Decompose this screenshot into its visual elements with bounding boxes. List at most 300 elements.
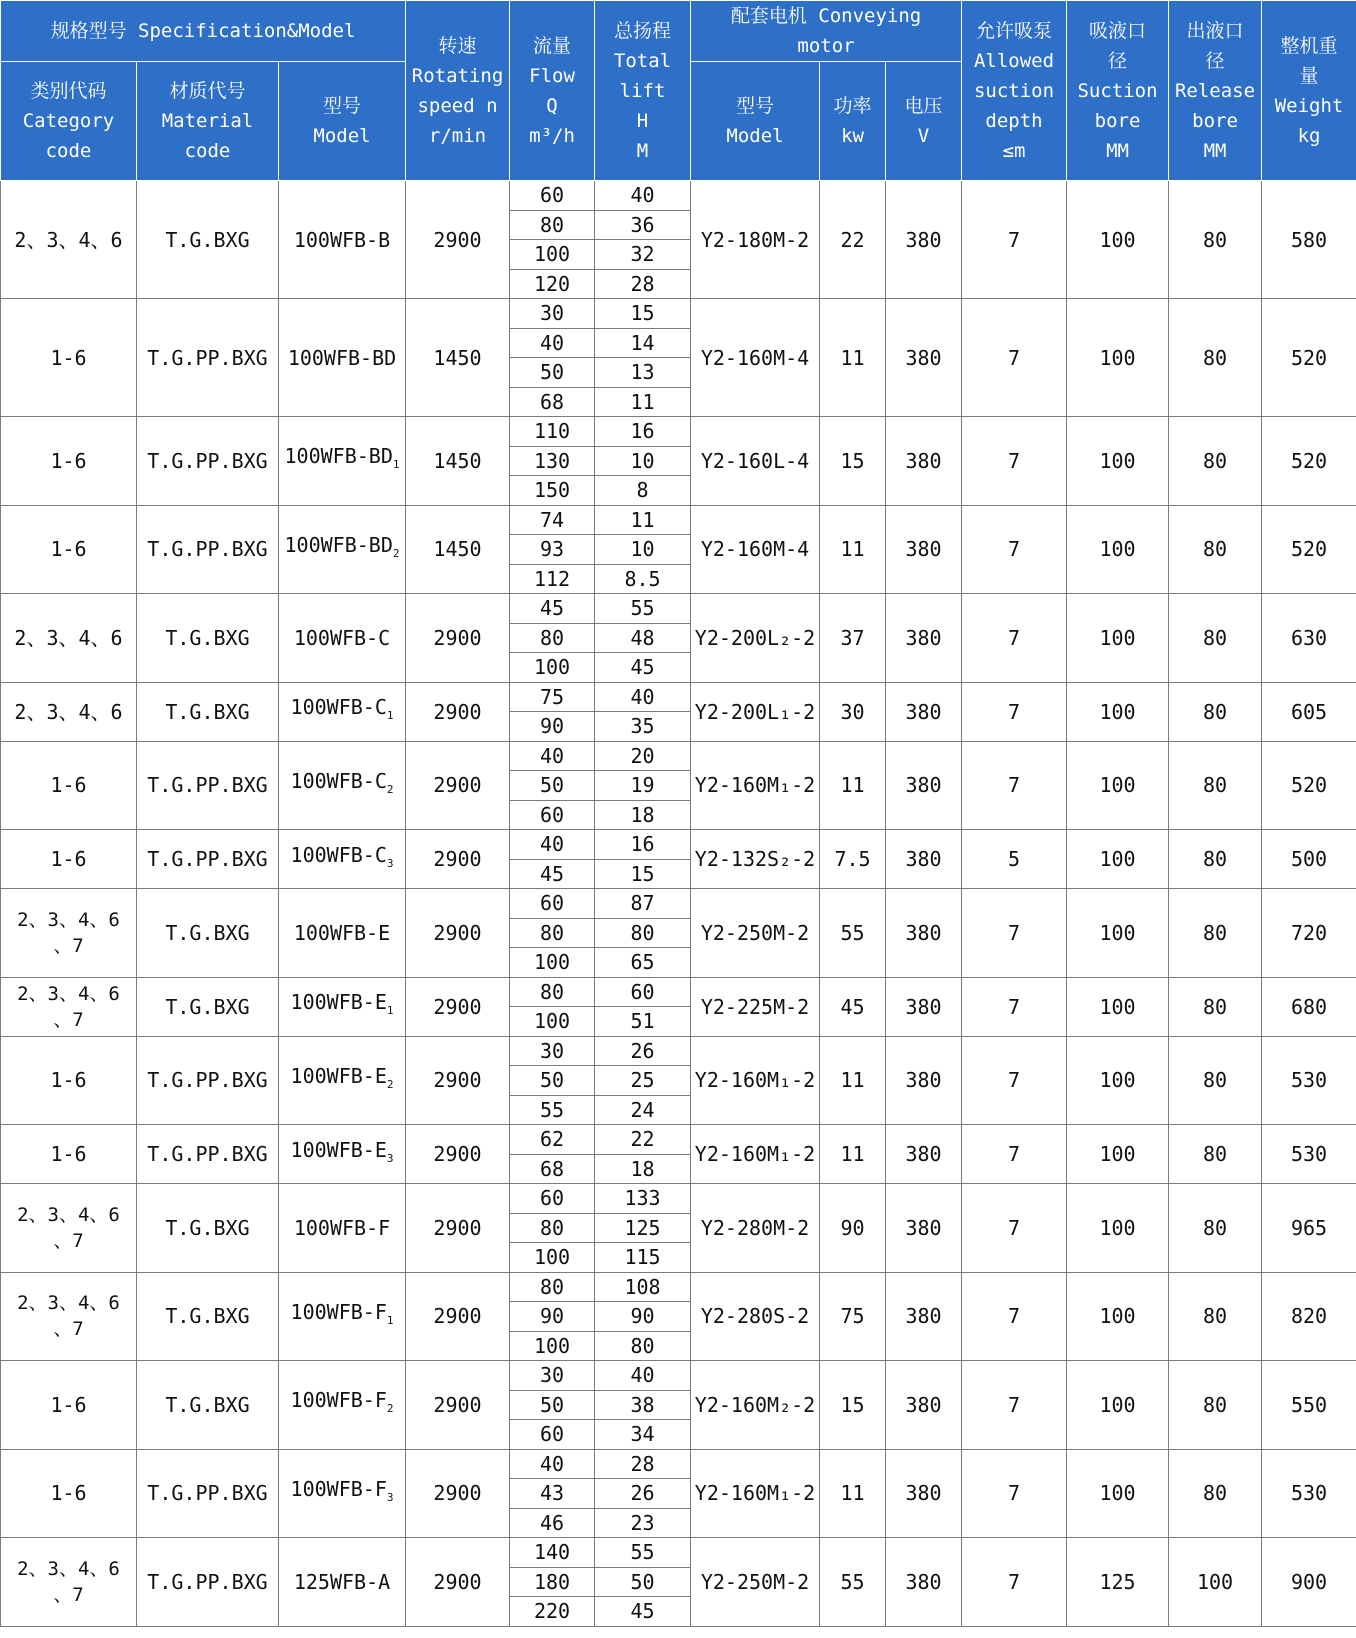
flow-cell: 40	[510, 1449, 595, 1479]
lift-cell: 11	[595, 505, 691, 535]
release-bore-cell: 80	[1169, 889, 1262, 978]
lift-cell: 19	[595, 771, 691, 801]
power-cell: 90	[820, 1184, 886, 1273]
header-release-bore: 出液口 径 Release bore MM	[1169, 1, 1262, 181]
motor-model-cell: Y2-160M-4	[691, 299, 820, 417]
model-cell	[279, 594, 406, 683]
lift-cell: 23	[595, 1508, 691, 1538]
speed-cell: 2900	[406, 181, 510, 299]
model-name: 100WFB-BD	[284, 532, 393, 557]
power-cell: 45	[820, 977, 886, 1036]
model-cell	[279, 682, 406, 741]
lift-cell: 40	[595, 181, 691, 211]
power-cell: 11	[820, 1449, 886, 1538]
motor-model-cell: Y2-160M₁-2	[691, 1125, 820, 1184]
voltage-cell: 380	[886, 830, 962, 889]
speed-cell: 2900	[406, 1184, 510, 1273]
lift-cell: 38	[595, 1390, 691, 1420]
flow-cell: 50	[510, 358, 595, 388]
weight-cell: 965	[1262, 1184, 1356, 1273]
model-name: 100WFB-E	[293, 920, 391, 945]
weight-cell: 550	[1262, 1361, 1356, 1450]
model-name: 100WFB-E	[290, 1137, 387, 1162]
speed-cell: 1450	[406, 417, 510, 506]
flow-cell: 100	[510, 948, 595, 978]
suction-bore-cell: 100	[1067, 181, 1169, 299]
lift-cell: 18	[595, 800, 691, 830]
lift-cell: 115	[595, 1243, 691, 1273]
table-row	[1, 682, 1356, 712]
table-row	[1, 299, 1356, 329]
suction-bore-cell: 100	[1067, 830, 1169, 889]
flow-cell: 80	[510, 1272, 595, 1302]
weight-cell: 520	[1262, 741, 1356, 830]
motor-model-cell: Y2-200L₁-2	[691, 682, 820, 741]
speed-cell: 2900	[406, 1538, 510, 1627]
voltage-cell: 380	[886, 299, 962, 417]
material-code-cell: T.G.BXG	[137, 181, 279, 299]
release-bore-cell: 80	[1169, 1184, 1262, 1273]
weight-cell: 530	[1262, 1125, 1356, 1184]
weight-cell: 520	[1262, 299, 1356, 417]
table-row	[1, 1125, 1356, 1155]
motor-model-cell: Y2-160M-4	[691, 505, 820, 594]
motor-model-cell: Y2-225M-2	[691, 977, 820, 1036]
lift-cell: 60	[595, 977, 691, 1007]
release-bore-cell: 80	[1169, 1036, 1262, 1125]
flow-cell: 112	[510, 564, 595, 594]
weight-cell: 820	[1262, 1272, 1356, 1361]
header-rotating-speed: 转速 Rotating speed n r/min	[406, 1, 510, 181]
table-row	[1, 1538, 1356, 1568]
model-name: 100WFB-B	[293, 227, 391, 252]
material-code-cell: T.G.BXG	[137, 889, 279, 978]
flow-cell: 30	[510, 1361, 595, 1391]
flow-cell: 80	[510, 623, 595, 653]
category-code-cell: 2、3、4、6 、7	[1, 977, 137, 1036]
speed-cell: 1450	[406, 299, 510, 417]
material-code-cell: T.G.PP.BXG	[137, 417, 279, 506]
lift-cell: 14	[595, 328, 691, 358]
suction-depth-cell: 7	[962, 1538, 1067, 1627]
weight-cell: 630	[1262, 594, 1356, 683]
suction-depth-cell: 7	[962, 181, 1067, 299]
release-bore-cell: 80	[1169, 505, 1262, 594]
voltage-cell: 380	[886, 1036, 962, 1125]
motor-model-cell: Y2-160M₂-2	[691, 1361, 820, 1450]
table-row	[1, 1449, 1356, 1479]
suction-bore-cell: 100	[1067, 505, 1169, 594]
category-code-cell: 1-6	[1, 505, 137, 594]
lift-cell: 40	[595, 682, 691, 712]
motor-model-cell: Y2-132S₂-2	[691, 830, 820, 889]
power-cell: 11	[820, 1125, 886, 1184]
suction-depth-cell: 7	[962, 1184, 1067, 1273]
header-power: 功率 kw	[820, 62, 886, 181]
power-cell: 7.5	[820, 830, 886, 889]
category-code-cell: 2、3、4、6	[1, 594, 137, 683]
flow-cell: 90	[510, 712, 595, 742]
flow-cell: 100	[510, 653, 595, 683]
lift-cell: 45	[595, 1597, 691, 1627]
flow-cell: 100	[510, 1331, 595, 1361]
model-cell	[279, 505, 406, 594]
flow-cell: 50	[510, 1066, 595, 1096]
voltage-cell: 380	[886, 889, 962, 978]
table-row	[1, 181, 1356, 211]
category-code-cell: 1-6	[1, 1361, 137, 1450]
speed-cell: 1450	[406, 505, 510, 594]
table-row	[1, 1036, 1356, 1066]
header-suction-depth: 允许吸泵 Allowed suction depth ≤m	[962, 1, 1067, 181]
release-bore-cell: 80	[1169, 417, 1262, 506]
speed-cell: 2900	[406, 1361, 510, 1450]
header-weight: 整机重 量 Weight kg	[1262, 1, 1356, 181]
lift-cell: 16	[595, 417, 691, 447]
lift-cell: 25	[595, 1066, 691, 1096]
category-code-cell: 1-6	[1, 417, 137, 506]
release-bore-cell: 80	[1169, 1449, 1262, 1538]
model-name: 100WFB-E	[290, 990, 387, 1014]
voltage-cell: 380	[886, 181, 962, 299]
model-subscript: 3	[386, 1490, 394, 1504]
material-code-cell: T.G.BXG	[137, 1361, 279, 1450]
lift-cell: 10	[595, 535, 691, 565]
lift-cell: 36	[595, 210, 691, 240]
voltage-cell: 380	[886, 741, 962, 830]
flow-cell: 43	[510, 1479, 595, 1509]
lift-cell: 125	[595, 1213, 691, 1243]
suction-bore-cell: 100	[1067, 889, 1169, 978]
release-bore-cell: 80	[1169, 682, 1262, 741]
table-row	[1, 977, 1356, 1007]
release-bore-cell: 80	[1169, 741, 1262, 830]
material-code-cell: T.G.PP.BXG	[137, 1036, 279, 1125]
category-code-cell: 2、3、4、6	[1, 181, 137, 299]
model-name: 100WFB-F	[290, 1388, 387, 1413]
lift-cell: 10	[595, 446, 691, 476]
material-code-cell: T.G.PP.BXG	[137, 1125, 279, 1184]
suction-depth-cell: 7	[962, 1361, 1067, 1450]
release-bore-cell: 100	[1169, 1538, 1262, 1627]
model-subscript: 1	[386, 1313, 394, 1327]
suction-bore-cell: 100	[1067, 1184, 1169, 1273]
model-subscript: 2	[386, 1402, 394, 1416]
model-cell	[279, 417, 406, 506]
speed-cell: 2900	[406, 682, 510, 741]
power-cell: 15	[820, 417, 886, 506]
model-subscript: 2	[392, 546, 400, 560]
category-code-cell: 1-6	[1, 1036, 137, 1125]
flow-cell: 93	[510, 535, 595, 565]
lift-cell: 26	[595, 1036, 691, 1066]
release-bore-cell: 80	[1169, 181, 1262, 299]
lift-cell: 18	[595, 1154, 691, 1184]
flow-cell: 45	[510, 859, 595, 889]
weight-cell: 530	[1262, 1449, 1356, 1538]
flow-cell: 30	[510, 1036, 595, 1066]
power-cell: 22	[820, 181, 886, 299]
motor-model-cell: Y2-250M-2	[691, 889, 820, 978]
power-cell: 30	[820, 682, 886, 741]
motor-model-cell: Y2-160M₁-2	[691, 1449, 820, 1538]
suction-depth-cell: 7	[962, 889, 1067, 978]
power-cell: 55	[820, 889, 886, 978]
model-name: 100WFB-C	[290, 695, 387, 719]
model-cell	[279, 977, 406, 1036]
voltage-cell: 380	[886, 977, 962, 1036]
flow-cell: 75	[510, 682, 595, 712]
flow-cell: 80	[510, 1213, 595, 1243]
spec-table-body	[1, 181, 1356, 1627]
model-subscript: 1	[386, 709, 394, 722]
lift-cell: 8.5	[595, 564, 691, 594]
header-material-code: 材质代号 Material code	[137, 62, 279, 181]
suction-depth-cell: 7	[962, 977, 1067, 1036]
motor-model-cell: Y2-180M-2	[691, 181, 820, 299]
suction-bore-cell: 125	[1067, 1538, 1169, 1627]
release-bore-cell: 80	[1169, 977, 1262, 1036]
header-voltage: 电压 V	[886, 62, 962, 181]
category-code-cell: 2、3、4、6 、7	[1, 1184, 137, 1273]
lift-cell: 34	[595, 1420, 691, 1450]
material-code-cell: T.G.PP.BXG	[137, 1538, 279, 1627]
speed-cell: 2900	[406, 741, 510, 830]
speed-cell: 2900	[406, 1125, 510, 1184]
model-cell	[279, 1538, 406, 1627]
power-cell: 37	[820, 594, 886, 683]
category-code-cell: 2、3、4、6 、7	[1, 1272, 137, 1361]
model-name: 100WFB-BD	[284, 444, 393, 469]
suction-depth-cell: 7	[962, 1449, 1067, 1538]
model-cell	[279, 889, 406, 978]
lift-cell: 13	[595, 358, 691, 388]
flow-cell: 100	[510, 1007, 595, 1037]
lift-cell: 48	[595, 623, 691, 653]
table-row	[1, 741, 1356, 771]
suction-depth-cell: 7	[962, 594, 1067, 683]
lift-cell: 87	[595, 889, 691, 919]
model-name: 100WFB-F	[290, 1476, 387, 1501]
flow-cell: 60	[510, 1420, 595, 1450]
category-code-cell: 1-6	[1, 1449, 137, 1538]
suction-bore-cell: 100	[1067, 741, 1169, 830]
table-row	[1, 1361, 1356, 1391]
flow-cell: 90	[510, 1302, 595, 1332]
release-bore-cell: 80	[1169, 594, 1262, 683]
lift-cell: 32	[595, 240, 691, 270]
model-subscript: 2	[386, 782, 394, 796]
category-code-cell: 1-6	[1, 741, 137, 830]
material-code-cell: T.G.PP.BXG	[137, 505, 279, 594]
category-code-cell: 1-6	[1, 1125, 137, 1184]
flow-cell: 110	[510, 417, 595, 447]
suction-depth-cell: 7	[962, 741, 1067, 830]
flow-cell: 55	[510, 1095, 595, 1125]
motor-model-cell: Y2-280S-2	[691, 1272, 820, 1361]
table-row	[1, 1184, 1356, 1214]
voltage-cell: 380	[886, 1272, 962, 1361]
flow-cell: 140	[510, 1538, 595, 1568]
lift-cell: 108	[595, 1272, 691, 1302]
model-cell	[279, 1449, 406, 1538]
model-name: 100WFB-F	[293, 1215, 391, 1240]
flow-cell: 100	[510, 1243, 595, 1273]
weight-cell: 520	[1262, 417, 1356, 506]
voltage-cell: 380	[886, 1184, 962, 1273]
suction-depth-cell: 5	[962, 830, 1067, 889]
header-category-code: 类别代码 Category code	[1, 62, 137, 181]
model-name: 100WFB-BD	[287, 345, 397, 370]
lift-cell: 8	[595, 476, 691, 506]
material-code-cell: T.G.BXG	[137, 594, 279, 683]
lift-cell: 16	[595, 830, 691, 860]
flow-cell: 120	[510, 269, 595, 299]
lift-cell: 22	[595, 1125, 691, 1155]
suction-depth-cell: 7	[962, 682, 1067, 741]
power-cell: 75	[820, 1272, 886, 1361]
header-model: 型号 Model	[279, 62, 406, 181]
suction-bore-cell: 100	[1067, 299, 1169, 417]
model-cell	[279, 1272, 406, 1361]
material-code-cell: T.G.PP.BXG	[137, 741, 279, 830]
flow-cell: 60	[510, 181, 595, 211]
weight-cell: 605	[1262, 682, 1356, 741]
lift-cell: 28	[595, 269, 691, 299]
lift-cell: 133	[595, 1184, 691, 1214]
flow-cell: 60	[510, 889, 595, 919]
model-cell	[279, 181, 406, 299]
flow-cell: 40	[510, 830, 595, 860]
suction-bore-cell: 100	[1067, 417, 1169, 506]
table-row	[1, 417, 1356, 447]
lift-cell: 50	[595, 1567, 691, 1597]
lift-cell: 55	[595, 1538, 691, 1568]
motor-model-cell: Y2-160M₁-2	[691, 741, 820, 830]
power-cell: 11	[820, 299, 886, 417]
flow-cell: 68	[510, 387, 595, 417]
flow-cell: 50	[510, 1390, 595, 1420]
flow-cell: 130	[510, 446, 595, 476]
model-subscript: 1	[392, 458, 400, 472]
release-bore-cell: 80	[1169, 299, 1262, 417]
lift-cell: 51	[595, 1007, 691, 1037]
lift-cell: 80	[595, 1331, 691, 1361]
model-subscript: 3	[386, 856, 394, 870]
flow-cell: 40	[510, 328, 595, 358]
material-code-cell: T.G.PP.BXG	[137, 1449, 279, 1538]
model-name: 125WFB-A	[293, 1569, 391, 1594]
lift-cell: 24	[595, 1095, 691, 1125]
weight-cell: 520	[1262, 505, 1356, 594]
header-suction-bore: 吸液口 径 Suction bore MM	[1067, 1, 1169, 181]
suction-depth-cell: 7	[962, 1272, 1067, 1361]
suction-depth-cell: 7	[962, 417, 1067, 506]
power-cell: 55	[820, 1538, 886, 1627]
release-bore-cell: 80	[1169, 1361, 1262, 1450]
material-code-cell: T.G.BXG	[137, 1272, 279, 1361]
speed-cell: 2900	[406, 594, 510, 683]
category-code-cell: 1-6	[1, 299, 137, 417]
voltage-cell: 380	[886, 1125, 962, 1184]
suction-depth-cell: 7	[962, 505, 1067, 594]
speed-cell: 2900	[406, 1036, 510, 1125]
suction-bore-cell: 100	[1067, 682, 1169, 741]
voltage-cell: 380	[886, 1361, 962, 1450]
flow-cell: 62	[510, 1125, 595, 1155]
model-name: 100WFB-E	[290, 1063, 387, 1088]
lift-cell: 15	[595, 859, 691, 889]
release-bore-cell: 80	[1169, 1125, 1262, 1184]
flow-cell: 80	[510, 918, 595, 948]
suction-bore-cell: 100	[1067, 1272, 1169, 1361]
voltage-cell: 380	[886, 682, 962, 741]
motor-model-cell: Y2-160L-4	[691, 417, 820, 506]
flow-cell: 60	[510, 1184, 595, 1214]
model-cell	[279, 830, 406, 889]
suction-bore-cell: 100	[1067, 594, 1169, 683]
header-motor-model: 型号 Model	[691, 62, 820, 181]
category-code-cell: 2、3、4、6 、7	[1, 1538, 137, 1627]
power-cell: 15	[820, 1361, 886, 1450]
header-flow: 流量 Flow Q m³/h	[510, 1, 595, 181]
voltage-cell: 380	[886, 1449, 962, 1538]
suction-depth-cell: 7	[962, 299, 1067, 417]
material-code-cell: T.G.PP.BXG	[137, 830, 279, 889]
model-cell	[279, 1361, 406, 1450]
flow-cell: 180	[510, 1567, 595, 1597]
table-row	[1, 594, 1356, 624]
motor-model-cell: Y2-280M-2	[691, 1184, 820, 1273]
flow-cell: 74	[510, 505, 595, 535]
flow-cell: 80	[510, 977, 595, 1007]
flow-cell: 60	[510, 800, 595, 830]
speed-cell: 2900	[406, 830, 510, 889]
category-code-cell: 2、3、4、6	[1, 682, 137, 741]
table-row	[1, 1272, 1356, 1302]
lift-cell: 55	[595, 594, 691, 624]
category-code-cell: 1-6	[1, 830, 137, 889]
suction-depth-cell: 7	[962, 1036, 1067, 1125]
flow-cell: 100	[510, 240, 595, 270]
material-code-cell: T.G.PP.BXG	[137, 299, 279, 417]
lift-cell: 35	[595, 712, 691, 742]
model-name: 100WFB-C	[290, 768, 387, 793]
speed-cell: 2900	[406, 977, 510, 1036]
power-cell: 11	[820, 1036, 886, 1125]
voltage-cell: 380	[886, 417, 962, 506]
header-spec-model: 规格型号 Specification&Model	[1, 1, 406, 62]
motor-model-cell: Y2-250M-2	[691, 1538, 820, 1627]
lift-cell: 26	[595, 1479, 691, 1509]
release-bore-cell: 80	[1169, 830, 1262, 889]
suction-bore-cell: 100	[1067, 1125, 1169, 1184]
weight-cell: 530	[1262, 1036, 1356, 1125]
flow-cell: 220	[510, 1597, 595, 1627]
lift-cell: 28	[595, 1449, 691, 1479]
material-code-cell: T.G.BXG	[137, 1184, 279, 1273]
table-row	[1, 830, 1356, 860]
voltage-cell: 380	[886, 1538, 962, 1627]
header-conveying-motor: 配套电机 Conveying motor	[691, 1, 962, 62]
flow-cell: 68	[510, 1154, 595, 1184]
lift-cell: 45	[595, 653, 691, 683]
model-cell	[279, 299, 406, 417]
table-row	[1, 505, 1356, 535]
flow-cell: 40	[510, 741, 595, 771]
weight-cell: 720	[1262, 889, 1356, 978]
lift-cell: 80	[595, 918, 691, 948]
